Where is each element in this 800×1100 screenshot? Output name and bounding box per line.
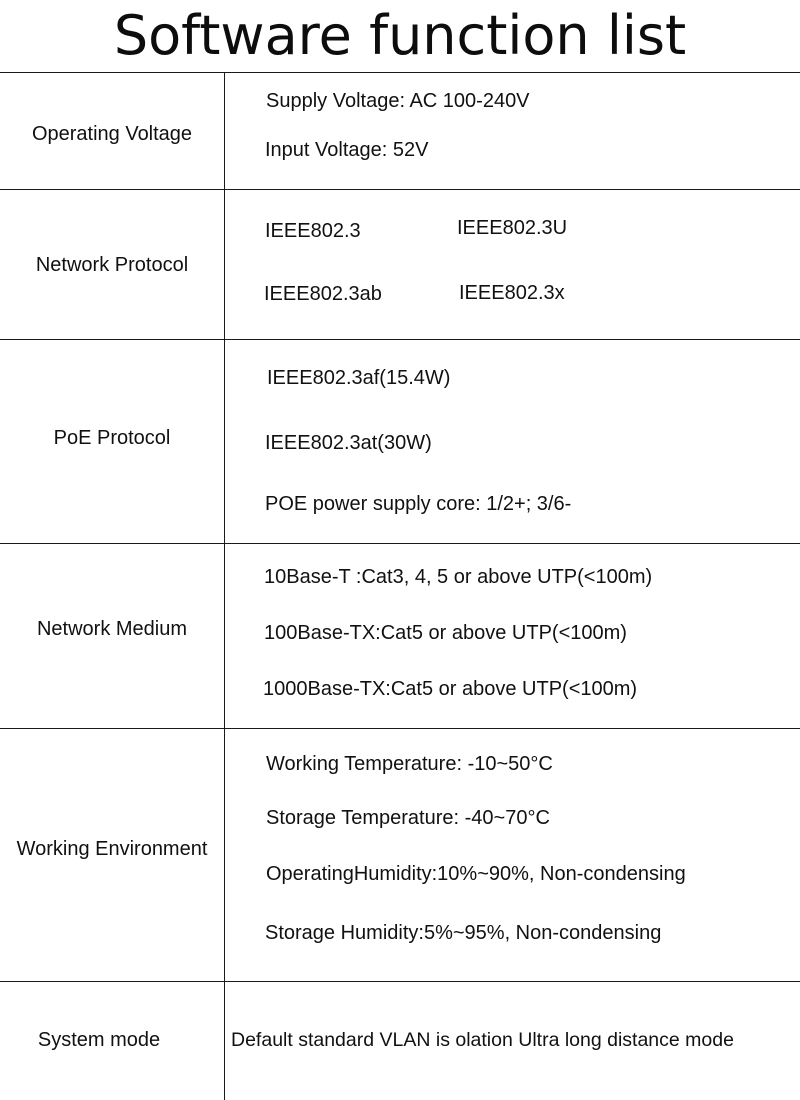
spec-ieee8023af: IEEE802.3af(15.4W) xyxy=(267,367,451,389)
column-divider xyxy=(224,72,225,1100)
table-top-border xyxy=(0,72,800,73)
row-label-system-mode: System mode xyxy=(37,1029,161,1051)
row-label-network-medium: Network Medium xyxy=(36,618,188,640)
spec-ieee8023: IEEE802.3 xyxy=(265,220,361,242)
row-divider xyxy=(0,189,800,190)
row-divider xyxy=(0,728,800,729)
spec-storage-temperature: Storage Temperature: -40~70°C xyxy=(266,807,550,829)
page-title: Software function list xyxy=(113,4,687,67)
spec-ieee8023ab: IEEE802.3ab xyxy=(264,283,382,305)
spec-storage-humidity: Storage Humidity:5%~95%, Non-condensing xyxy=(265,922,662,944)
row-label-working-environment: Working Environment xyxy=(16,838,208,860)
spec-system-mode: Default standard VLAN is olation Ultra long distance mode xyxy=(231,1029,734,1051)
row-divider xyxy=(0,543,800,544)
spec-supply-voltage: Supply Voltage: AC 100-240V xyxy=(266,90,530,112)
spec-1000base-tx: 1000Base-TX:Cat5 or above UTP(<100m) xyxy=(263,678,638,700)
spec-ieee8023x: IEEE802.3x xyxy=(459,282,565,304)
spec-working-temperature: Working Temperature: -10~50°C xyxy=(266,753,553,775)
spec-100base-tx: 100Base-TX:Cat5 or above UTP(<100m) xyxy=(264,622,627,644)
spec-input-voltage: Input Voltage: 52V xyxy=(265,139,429,161)
row-label-network-protocol: Network Protocol xyxy=(35,254,189,276)
spec-poe-power-core: POE power supply core: 1/2+; 3/6- xyxy=(265,493,572,515)
row-divider xyxy=(0,981,800,982)
row-label-operating-voltage: Operating Voltage xyxy=(31,123,193,145)
row-label-poe-protocol: PoE Protocol xyxy=(53,427,171,449)
spec-ieee8023at: IEEE802.3at(30W) xyxy=(265,432,432,454)
spec-ieee8023u: IEEE802.3U xyxy=(457,217,568,239)
row-divider xyxy=(0,339,800,340)
spec-operating-humidity: OperatingHumidity:10%~90%, Non-condensing xyxy=(266,863,686,885)
spec-10base-t: 10Base-T :Cat3, 4, 5 or above UTP(<100m) xyxy=(264,566,653,588)
